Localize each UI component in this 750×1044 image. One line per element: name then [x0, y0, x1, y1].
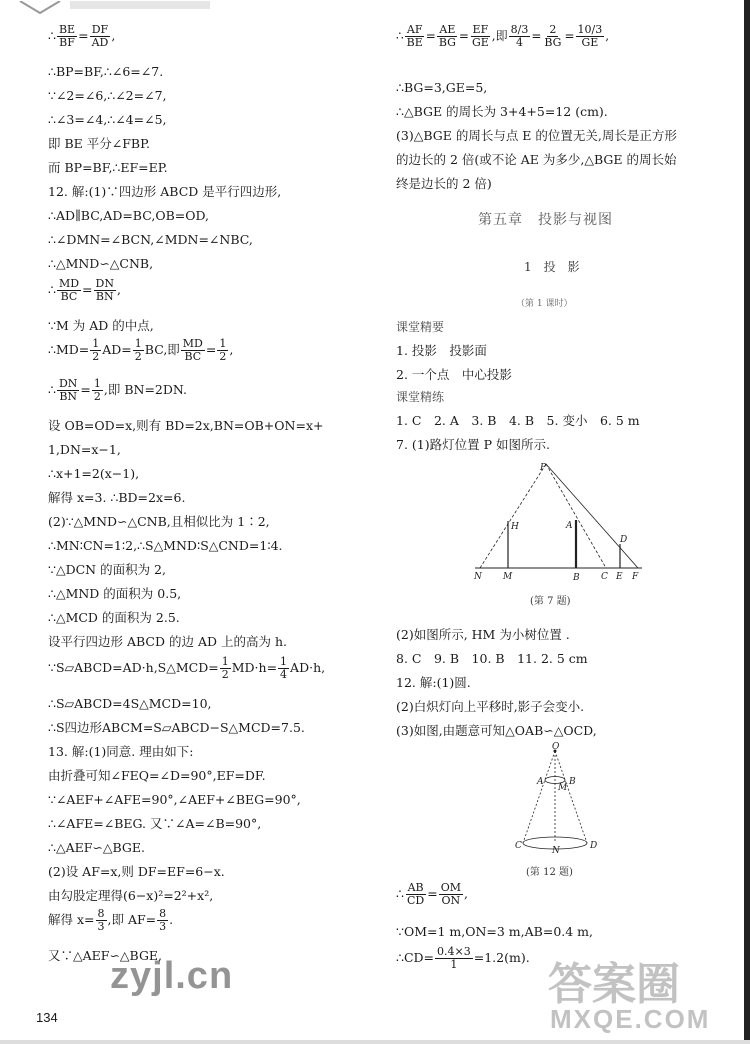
right-line-14: 8. C 9. B 10. B 11. 2. 5 cm — [396, 651, 588, 666]
watermark-daan: 答案圈 — [548, 959, 680, 1010]
fig7-label-B: B — [573, 573, 580, 583]
fig7-label-D: D — [620, 535, 628, 545]
page-number: 134 — [36, 1010, 58, 1025]
line-2: ∴BP=BF,∴∠6=∠7. — [48, 64, 164, 79]
line-13: ∴MD= $\frac{1}{2}$ AD= $\frac{1}{2}$ BC,即 $\frac{MD}{BC}$ = $\frac{1}{2}$ , — [48, 337, 234, 364]
line-8: ∴AD∥BC,AD=BC,OB=OD, — [48, 208, 210, 223]
fig7-label-C: C — [601, 572, 608, 582]
fig7-label-P: P — [540, 463, 547, 473]
section-title: 1 投 影 — [524, 260, 580, 274]
line-34: 由勾股定理得(6−x)²=2²+x², — [48, 888, 214, 903]
line-17: ∴x+1=2(x−1), — [48, 466, 140, 481]
line-31: ∴∠AFE=∠BEG. 又∵∠A=∠B=90°, — [48, 816, 262, 831]
line-10: ∴△MND∽△CNB, — [48, 256, 154, 271]
subhead-jingyao: 课堂精要 — [396, 320, 445, 334]
header-logo-icon — [0, 1, 750, 14]
line-14: ∴ $\frac{DN}{BN}$ = $\frac{1}{2}$ ,即 BN=2DN. — [48, 377, 188, 404]
line-35: 解得 x= $\frac{8}{3}$ ,即 AF= $\frac{8}{3}$ . — [48, 907, 174, 934]
right-line-16: (2)白炽灯向上平移时,影子会变小. — [396, 699, 585, 714]
line-9: ∴∠DMN=∠BCN,∠MDN=∠NBC, — [48, 232, 253, 247]
right-line-9: 2. 一个点 中心投影 — [396, 367, 512, 382]
figure-7-diagram — [470, 458, 650, 583]
right-line-2: ∴BG=3,GE=5, — [396, 80, 488, 95]
right-line-15: 12. 解:(1)圆. — [396, 675, 471, 690]
right-line-18: ∴ $\frac{AB}{CD}$ = $\frac{OM}{ON}$ , — [396, 881, 468, 908]
page-edge-right — [744, 0, 750, 1044]
right-line-19: ∵OM=1 m,ON=3 m,AB=0.4 m, — [396, 924, 594, 939]
line-26: ∴S▱ABCD=4S△MCD=10, — [48, 696, 212, 711]
fig12-label-M: M — [558, 783, 568, 793]
fig12-label-C: C — [515, 841, 522, 851]
right-line-4: (3)△BGE 的周长与点 E 的位置无关,周长是正方形 — [396, 128, 677, 143]
right-line-8: 1. 投影 投影面 — [396, 343, 487, 358]
line-28: 13. 解:(1)同意. 理由如下: — [48, 744, 194, 759]
line-1: ∴ $\frac{BE}{BF}$ = $\frac{DF}{AD}$ , — [48, 23, 116, 50]
fig7-label-H: H — [511, 522, 519, 532]
watermark-zyjl: zyjl.cn — [110, 955, 234, 997]
line-19: (2)∵△MND∽△CNB,且相似比为 1∶2, — [48, 514, 270, 529]
fig7-caption: (第 7 题) — [530, 596, 571, 607]
right-line-1: ∴ $\frac{AF}{BE}$ = $\frac{AE}{BG}$ = $\frac{EF}{GE}$ ,即 $\frac{8/3}{4}$ = $\frac{2}{BG}$ = $\frac{10/3}{GE}$ , — [396, 23, 610, 50]
right-line-11: 1. C 2. A 3. B 4. B 5. 变小 6. 5 m — [396, 413, 640, 428]
line-32: ∴△AEF∽△BGE. — [48, 840, 145, 855]
line-5: 即 BE 平分∠FBP. — [48, 136, 150, 151]
fig12-caption: (第 12 题) — [526, 867, 573, 878]
fig12-label-D: D — [590, 841, 598, 851]
line-18: 解得 x=3. ∴BD=2x=6. — [48, 490, 186, 505]
line-24: 设平行四边形 ABCD 的边 AD 上的高为 h. — [48, 634, 287, 649]
fig12-label-A: A — [537, 777, 544, 787]
watermark-mxqe: MXQE.COM — [550, 1004, 711, 1034]
line-7: 12. 解:(1)∵四边形 ABCD 是平行四边形, — [48, 184, 282, 199]
right-line-5: 的边长的 2 倍(或不论 AE 为多少,△BGE 的周长始 — [396, 152, 677, 167]
page-edge-bottom — [0, 1040, 750, 1044]
fig12-label-N: N — [552, 846, 560, 854]
fig12-label-B: B — [569, 777, 576, 787]
fig7-label-M: M — [503, 572, 513, 582]
line-23: ∴△MCD 的面积为 2.5. — [48, 610, 180, 625]
line-12: ∵M 为 AD 的中点, — [48, 318, 154, 333]
line-22: ∴△MND 的面积为 0.5, — [48, 586, 182, 601]
fig7-label-N: N — [474, 572, 482, 582]
right-line-6: 终是边长的 2 倍) — [396, 176, 492, 191]
line-3: ∵∠2=∠6,∴∠2=∠7, — [48, 88, 167, 103]
figure-12-diagram — [515, 742, 605, 854]
line-29: 由折叠可知∠FEQ=∠D=90°,EF=DF. — [48, 768, 266, 783]
subhead-jinglian: 课堂精练 — [396, 390, 445, 404]
period-label: （第 1 课时） — [516, 299, 573, 309]
fig7-label-A: A — [566, 521, 573, 531]
line-36: 又∵△AEF∽△BGE, — [48, 948, 163, 963]
right-line-17: (3)如图,由题意可知△OAB∽△OCD, — [396, 723, 597, 738]
chapter-title: 第五章 投影与视图 — [478, 212, 613, 228]
line-15: 设 OB=OD=x,则有 BD=2x,BN=OB+ON=x+ — [48, 418, 324, 433]
fig12-label-O: O — [552, 742, 560, 752]
header-logo-strip — [0, 0, 750, 14]
line-6: 而 BP=BF,∴EF=EP. — [48, 160, 168, 175]
line-4: ∴∠3=∠4,∴∠4=∠5, — [48, 112, 167, 127]
line-20: ∴MN∶CN=1∶2,∴S△MND∶S△CND=1∶4. — [48, 538, 283, 553]
line-33: (2)设 AF=x,则 DF=EF=6−x. — [48, 864, 225, 879]
line-25: ∵S▱ABCD=AD·h,S△MCD= $\frac{1}{2}$ MD·h= $\frac{1}{4}$ AD·h, — [48, 655, 326, 682]
line-11: ∴ $\frac{MD}{BC}$ = $\frac{DN}{BN}$ , — [48, 277, 121, 304]
line-27: ∴S四边形ABCM=S▱ABCD−S△MCD=7.5. — [48, 720, 305, 735]
fig7-label-E: E — [616, 572, 623, 582]
right-line-20: ∴CD= $\frac{0.4\times 3}{1}$ =1.2(m). — [396, 945, 530, 972]
right-line-3: ∴△BGE 的周长为 3+4+5=12 (cm). — [396, 104, 608, 119]
right-line-13: (2)如图所示, HM 为小树位置 . — [396, 627, 570, 642]
right-line-12: 7. (1)路灯位置 P 如图所示. — [396, 437, 550, 452]
line-30: ∵∠AEF+∠AFE=90°,∠AEF+∠BEG=90°, — [48, 792, 301, 807]
fig7-label-F: F — [632, 572, 639, 582]
line-16: 1,DN=x−1, — [48, 442, 121, 457]
line-21: ∵△DCN 的面积为 2, — [48, 562, 166, 577]
